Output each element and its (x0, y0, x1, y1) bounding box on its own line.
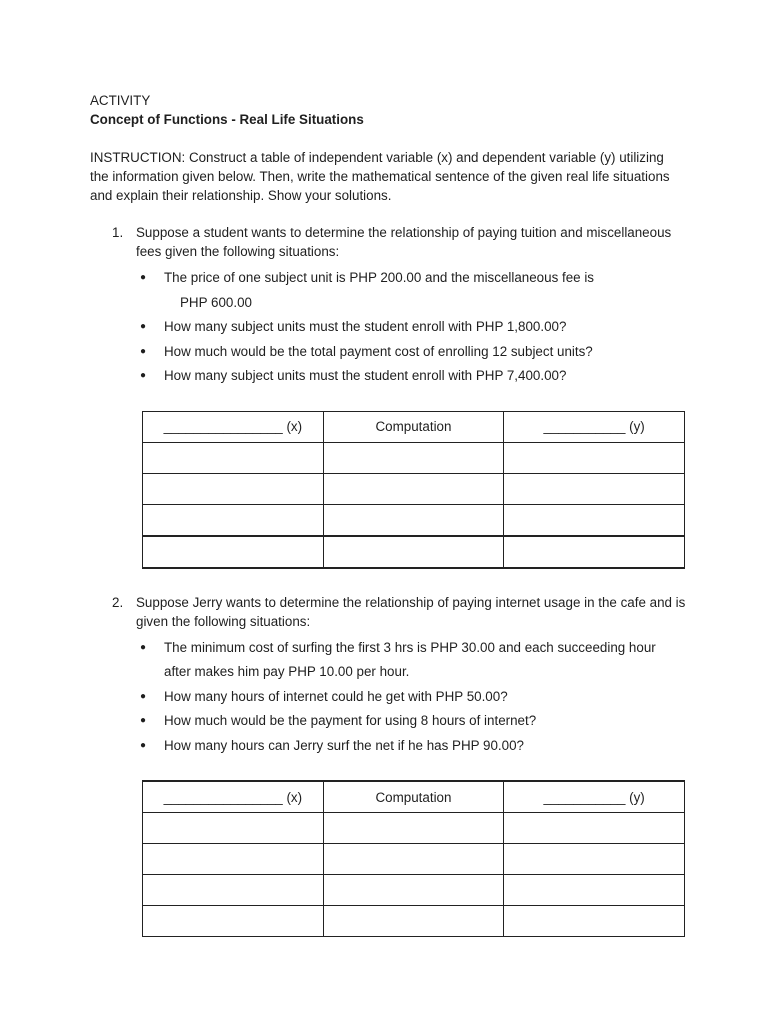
table-header-row (143, 781, 685, 813)
list-item (136, 734, 686, 759)
list-item-text: The minimum cost of surfing the first 3 hrs is PHP 30.00 and each succeeding hour (164, 639, 656, 655)
table-row (143, 906, 685, 937)
header-computation: Computation (323, 411, 504, 442)
bullet-icon: ● (140, 272, 147, 283)
table-cell[interactable] (143, 504, 324, 536)
table-cell[interactable] (143, 844, 324, 875)
list-item-text-continued: after makes him pay PHP 10.00 per hour. (164, 664, 410, 679)
situation-list (136, 636, 686, 759)
list-item-text: How many subject units must the student enroll with PHP 1,800.00? (164, 319, 567, 334)
header-y: ___________ (y) (504, 411, 685, 442)
question-text: Suppose a student wants to determine the relationship of paying tuition and miscellaneous fees given the following situations: (136, 225, 672, 259)
question-number: 1. (112, 225, 124, 240)
header-y: ___________ (y) (504, 781, 685, 813)
table-cell[interactable] (323, 844, 504, 875)
table-cell[interactable] (504, 844, 685, 875)
table-cell[interactable] (504, 906, 685, 937)
table-cell[interactable] (323, 504, 504, 536)
table-cell[interactable] (143, 813, 324, 844)
bullet-icon: ● (140, 715, 147, 726)
table-cell[interactable] (323, 536, 504, 568)
question-1 (90, 223, 686, 389)
list-item (136, 315, 686, 340)
table-cell[interactable] (143, 473, 324, 504)
instruction-text: INSTRUCTION: Construct a table of independent variable (x) and dependent variable (y) utilizing the information given below. Then, write the mathematical sentence of the given real life situations and explain their relationship. Show your solutions. (90, 150, 670, 203)
table-cell[interactable] (323, 813, 504, 844)
list-item (136, 340, 686, 365)
situation-list (136, 266, 686, 389)
table-cell[interactable] (504, 813, 685, 844)
list-item (136, 685, 686, 710)
bullet-icon: ● (140, 370, 147, 381)
table-cell[interactable] (504, 442, 685, 473)
table-cell[interactable] (504, 875, 685, 906)
question-2 (90, 593, 686, 759)
bullet-icon: ● (140, 321, 147, 332)
header-x: ________________ (x) (143, 781, 324, 813)
table-cell[interactable] (143, 906, 324, 937)
list-item-text-continued: PHP 600.00 (180, 294, 252, 310)
list-item (136, 709, 686, 734)
list-item-text: How many subject units must the student enroll with PHP 7,400.00? (164, 368, 567, 383)
table-cell[interactable] (143, 875, 324, 906)
bullet-icon: ● (140, 690, 147, 702)
table-row (143, 875, 685, 906)
table-cell[interactable] (323, 473, 504, 504)
table-cell[interactable] (323, 906, 504, 937)
answer-table-2 (142, 780, 685, 937)
list-item (136, 364, 686, 389)
list-item-text: How many hours of internet could he get with PHP 50.00? (164, 688, 508, 704)
worksheet (90, 92, 690, 937)
activity-label: ACTIVITY (90, 93, 151, 108)
bullet-icon: ● (140, 641, 147, 653)
header-x: ________________ (x) (143, 411, 324, 442)
table-cell[interactable] (504, 473, 685, 504)
list-item (136, 636, 686, 685)
list-item (136, 266, 686, 315)
table-row (143, 536, 685, 568)
table-row (143, 473, 685, 504)
table-row (143, 813, 685, 844)
table-cell[interactable] (323, 442, 504, 473)
answer-table-1 (142, 411, 685, 569)
question-text: Suppose Jerry wants to determine the relationship of paying internet usage in the cafe and is given the following situations: (136, 594, 686, 629)
table-cell[interactable] (143, 442, 324, 473)
table-cell[interactable] (504, 536, 685, 568)
table-cell[interactable] (504, 504, 685, 536)
bullet-icon: ● (140, 739, 147, 751)
worksheet-title: Concept of Functions - Real Life Situations (90, 112, 364, 127)
list-item-text: The price of one subject unit is PHP 200.00 and the miscellaneous fee is (164, 270, 594, 285)
table-row (143, 504, 685, 536)
table-row (143, 442, 685, 473)
list-item-text: How much would be the payment for using 8 hours of internet? (164, 713, 537, 728)
table-cell[interactable] (323, 875, 504, 906)
question-number: 2. (112, 594, 124, 610)
list-item-text: How many hours can Jerry surf the net if he has PHP 90.00? (164, 737, 524, 753)
bullet-icon: ● (140, 345, 147, 357)
header-computation: Computation (323, 781, 504, 813)
table-header-row (143, 411, 685, 442)
table-row (143, 844, 685, 875)
table-cell[interactable] (143, 536, 324, 568)
list-item-text: How much would be the total payment cost of enrolling 12 subject units? (164, 343, 593, 359)
